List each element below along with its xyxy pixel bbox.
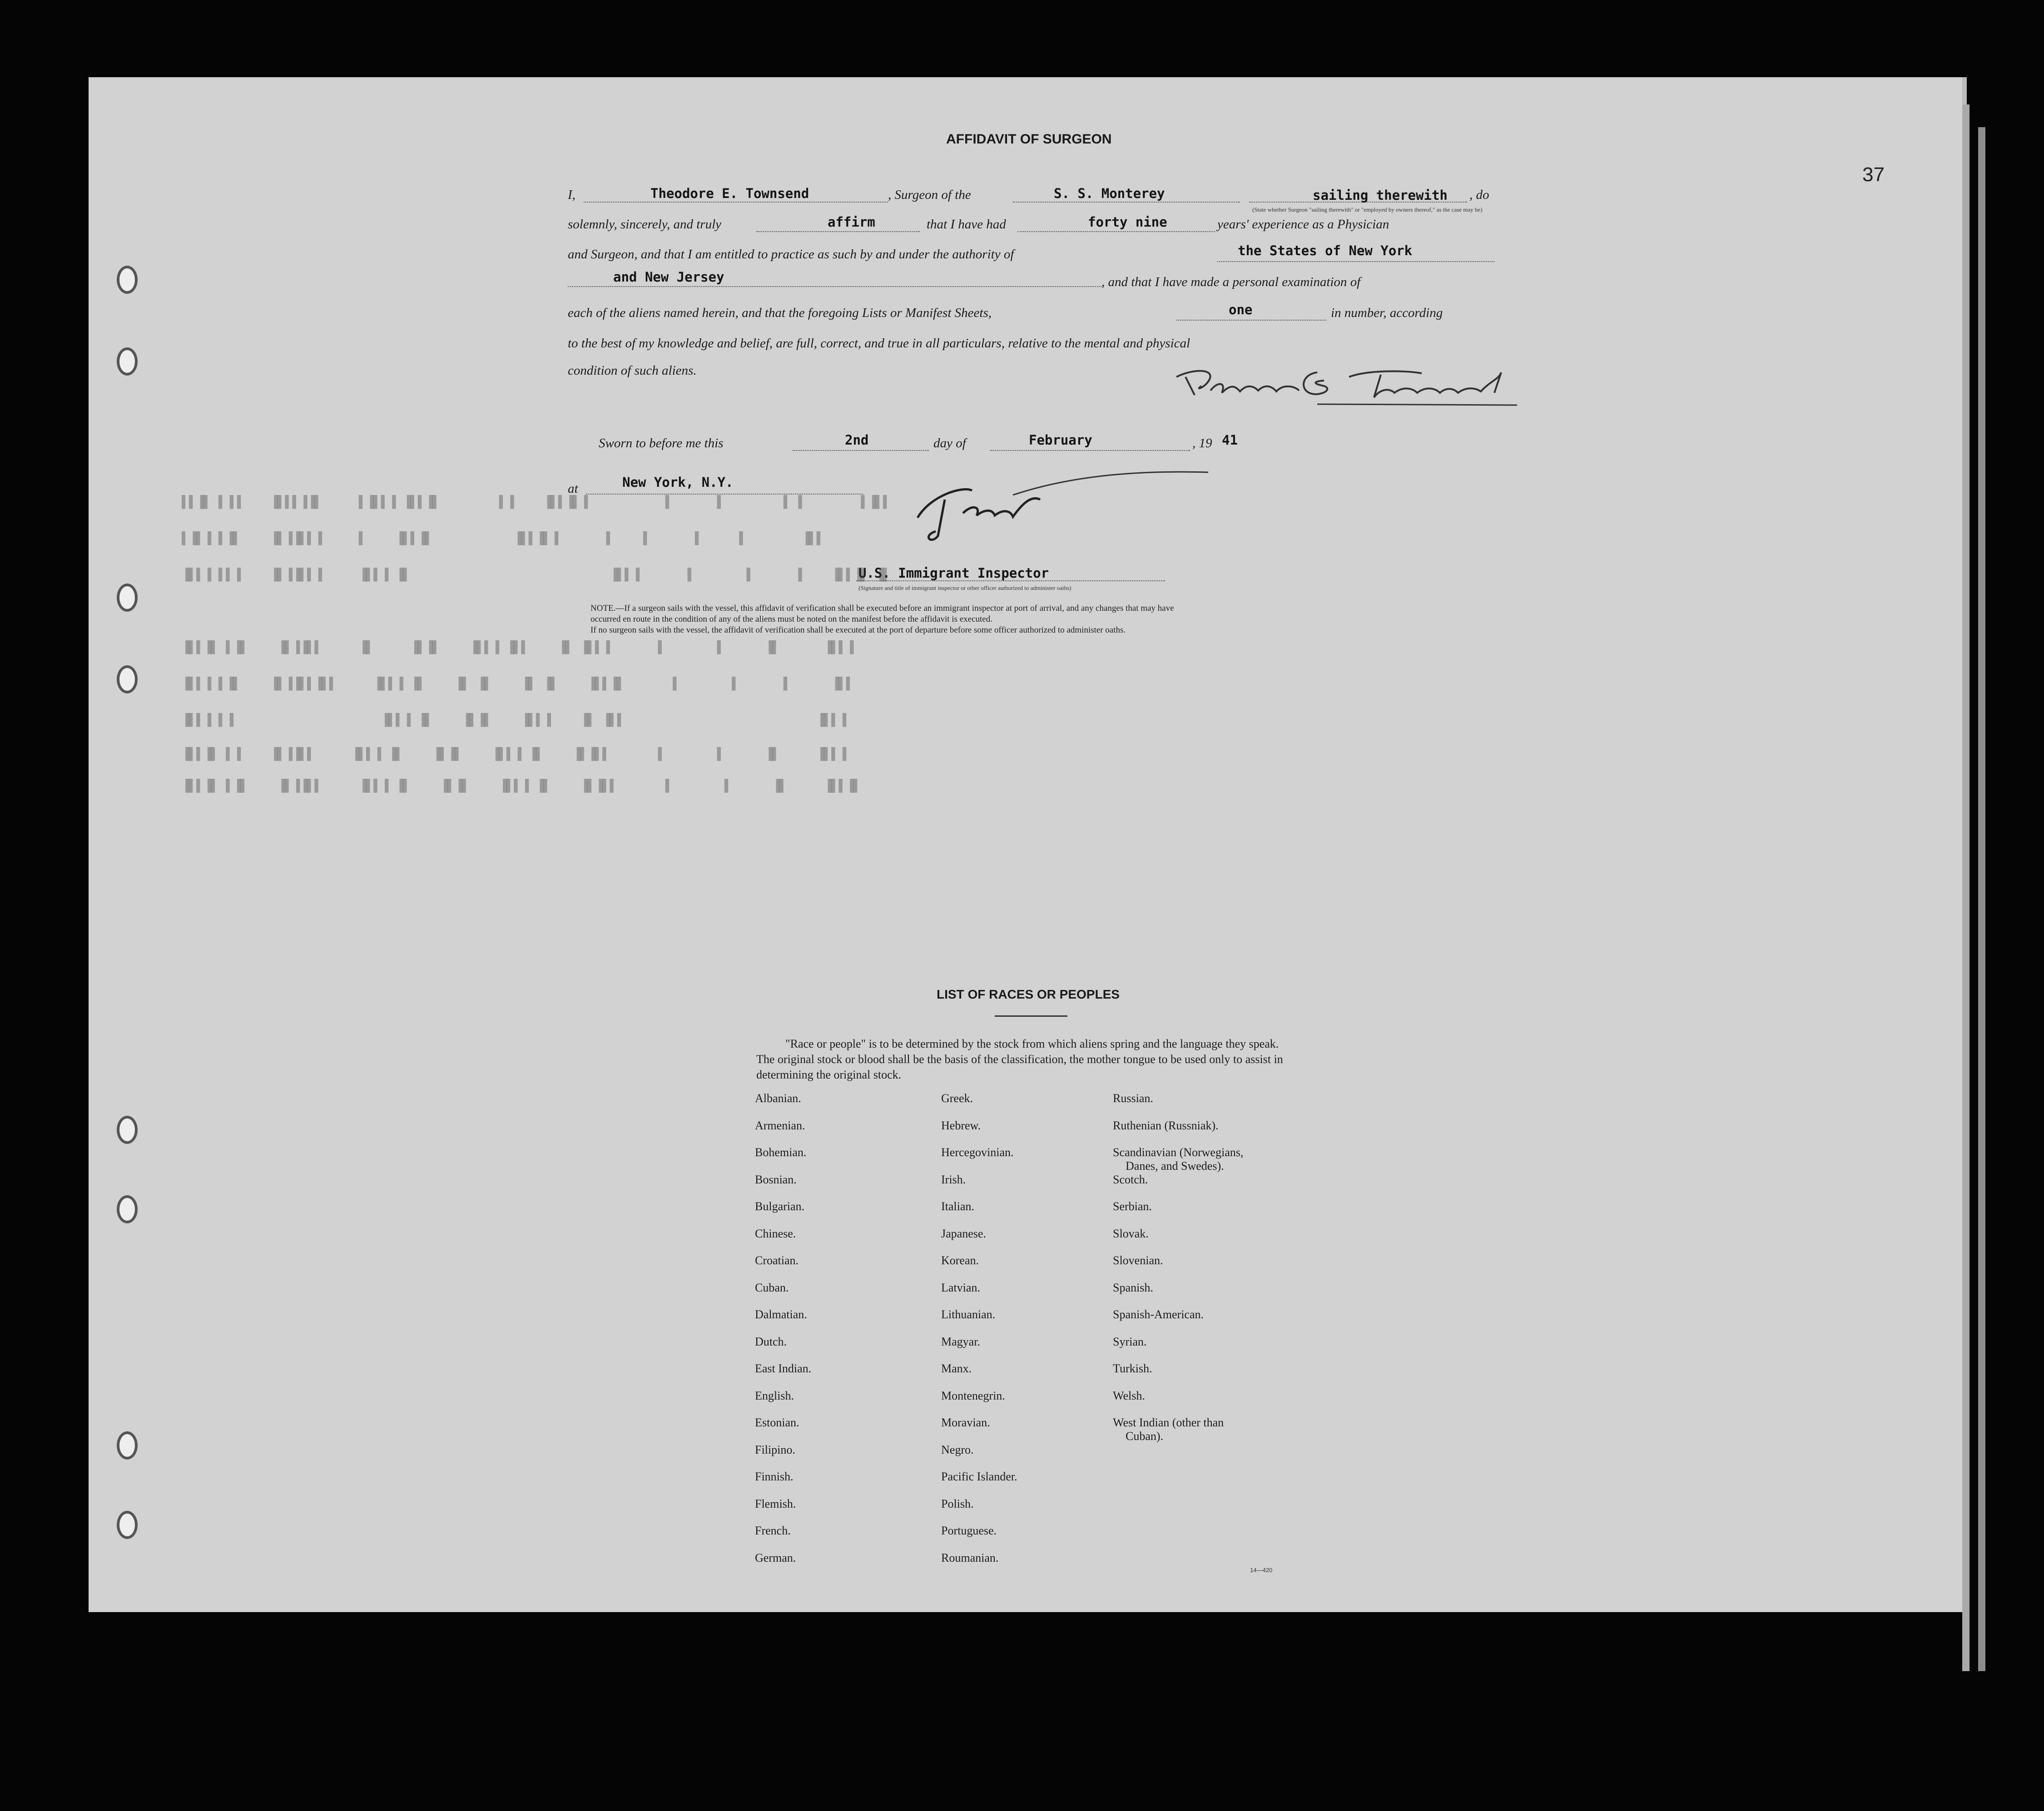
page-edge bbox=[1962, 104, 1970, 1671]
inspector-note: (Signature and title of immigrant inspector or other officer authorized to administer oaths) bbox=[858, 584, 1072, 591]
affidavit-line2-prefix: solemnly, sincerely, and truly bbox=[568, 217, 722, 232]
note-line-3: If no surgeon sails with the vessel, the affidavit of verification shall be executed at the port of departure before some officer authorized to administer oaths. bbox=[590, 625, 1126, 635]
race-item: Magyar. bbox=[941, 1335, 980, 1348]
note-line-1: NOTE.—If a surgeon sails with the vessel, this affidavit of verification shall be executed before an immigrant inspector at port of arrival, and any changes that may have bbox=[590, 604, 1174, 613]
affidavit-title: AFFIDAVIT OF SURGEON bbox=[946, 132, 1112, 147]
binder-hole bbox=[117, 1431, 138, 1460]
binder-hole bbox=[117, 665, 138, 693]
oath-type: affirm bbox=[828, 214, 875, 230]
inspector-title: U.S. Immigrant Inspector bbox=[858, 565, 1049, 581]
race-item: Lithuanian. bbox=[941, 1308, 996, 1321]
affidavit-line1-suffix: , do bbox=[1469, 188, 1489, 202]
race-item: Filipino. bbox=[755, 1443, 795, 1456]
race-item: Ruthenian (Russniak). bbox=[1113, 1118, 1219, 1132]
race-item: Korean. bbox=[941, 1254, 979, 1267]
years-experience: forty nine bbox=[1088, 214, 1167, 230]
race-item: Danes, and Swedes). bbox=[1126, 1159, 1224, 1173]
vessel-underline bbox=[1013, 202, 1240, 203]
affidavit-line6: to the best of my knowledge and belief, are full, correct, and true in all particulars, relative to the mental and physical bbox=[568, 336, 1191, 351]
race-item: Manx. bbox=[941, 1362, 972, 1375]
status-note: (State whether Surgeon "sailing therewith" or "employed by owners thereof," as the case may be) bbox=[1252, 206, 1483, 213]
binder-hole bbox=[117, 584, 138, 612]
race-item: Turkish. bbox=[1113, 1362, 1152, 1375]
race-item: Syrian. bbox=[1113, 1335, 1147, 1348]
race-item: Portuguese. bbox=[941, 1524, 997, 1537]
race-item: Chinese. bbox=[755, 1227, 796, 1240]
race-item: Flemish. bbox=[755, 1497, 796, 1510]
affidavit-line7: condition of such aliens. bbox=[568, 363, 697, 378]
form-number: 14—420 bbox=[1250, 1567, 1273, 1573]
race-item: Bohemian. bbox=[755, 1146, 807, 1159]
authority-underline bbox=[1217, 261, 1494, 262]
race-item: Spanish. bbox=[1113, 1281, 1153, 1294]
practice-authority-cont: and New Jersey bbox=[613, 269, 724, 285]
race-item: Albanian. bbox=[755, 1092, 801, 1105]
race-item: Scotch. bbox=[1113, 1173, 1148, 1186]
race-item: Russian. bbox=[1113, 1092, 1153, 1105]
race-item: Welsh. bbox=[1113, 1389, 1145, 1402]
sworn-middle: day of bbox=[933, 436, 966, 450]
month-underline bbox=[990, 450, 1190, 451]
surgeon-signature bbox=[1167, 363, 1522, 409]
race-item: French. bbox=[755, 1524, 791, 1537]
surgeon-name: Theodore E. Townsend bbox=[650, 186, 809, 201]
binder-hole bbox=[117, 266, 138, 294]
bleed-through-row: ▐▌▌▐▌ ▌▐ ▐▌▐▐▌▌ ▐▌▌▐ ▐▌ ▐▌▐▌ ▐▌▌▐ ▐▌ ▐▌▐▌▌ ▐ ▐ ▐▌ ▐▌▌▐ bbox=[182, 747, 846, 761]
practice-authority: the States of New York bbox=[1238, 243, 1413, 258]
race-item: Cuban). bbox=[1126, 1430, 1164, 1443]
years-underline bbox=[1017, 231, 1215, 232]
race-item: Cuban. bbox=[755, 1281, 789, 1294]
vessel-name: S. S. Monterey bbox=[1054, 186, 1165, 201]
race-item: Montenegrin. bbox=[941, 1389, 1005, 1402]
surgeon-status: sailing therewith bbox=[1313, 188, 1448, 203]
races-title-rule bbox=[995, 1015, 1067, 1017]
affidavit-line5-suffix: in number, according bbox=[1331, 306, 1443, 320]
bleed-through-row: ▌▐▌▐ ▌▐▌ ▐▌▐▐▌▌▐ ▌ ▐▌▌▐▌ ▐▌▌▐▌▐ ▐ ▐ ▐ ▐ ▐▌▌ bbox=[182, 531, 824, 545]
sheets-underline bbox=[1176, 320, 1326, 321]
race-item: Hebrew. bbox=[941, 1118, 981, 1132]
race-item: Slovenian. bbox=[1113, 1254, 1163, 1267]
race-item: Armenian. bbox=[755, 1118, 805, 1132]
race-item: Roumanian. bbox=[941, 1551, 999, 1564]
race-item: Dalmatian. bbox=[755, 1308, 807, 1321]
races-column-1 bbox=[755, 1092, 811, 1578]
race-item: Croatian. bbox=[755, 1254, 799, 1267]
race-item: Spanish-American. bbox=[1113, 1308, 1204, 1321]
race-item: Finnish. bbox=[755, 1470, 794, 1483]
sworn-prefix: Sworn to before me this bbox=[599, 436, 724, 450]
binder-hole bbox=[117, 1511, 138, 1539]
at-prefix: at bbox=[568, 481, 578, 496]
races-column-2 bbox=[941, 1092, 1017, 1578]
bleed-through-row: ▐▌▌▐ ▌▐▌ ▐▌▐▐▌▌▐▌▌ ▐▌▌▐ ▐▌ ▐▌ ▐▌ ▐▌ ▐▌ ▐▌▌▐▌ ▐ ▐ ▐ ▐▌▌ bbox=[182, 677, 854, 691]
binder-hole bbox=[117, 1116, 138, 1144]
oath-underline bbox=[756, 231, 920, 232]
race-item: Greek. bbox=[941, 1092, 973, 1105]
sworn-year-prefix: , 19 bbox=[1192, 436, 1212, 450]
page-number: 37 bbox=[1862, 163, 1885, 186]
race-item: West Indian (other than bbox=[1113, 1416, 1224, 1429]
race-item: Estonian. bbox=[755, 1416, 799, 1429]
race-item: Pacific Islander. bbox=[941, 1470, 1017, 1483]
race-item: English. bbox=[755, 1389, 794, 1402]
race-item: Hercegovinian. bbox=[941, 1146, 1014, 1159]
affidavit-line2-middle: that I have had bbox=[927, 217, 1006, 232]
races-intro: "Race or people" is to be determined by the stock from which aliens spring and the language they speak. The original stock or blood shall be the basis of the classification, the mother tongue to be used only to assist in determining the original stock. bbox=[756, 1037, 1283, 1081]
binder-hole bbox=[117, 347, 138, 376]
note-line-2: occurred en route in the condition of any of the aliens must be noted on the manifest before the affidavit is executed. bbox=[590, 614, 992, 624]
bleed-through-row: ▌▌▐▌ ▌▐▐ ▐▌▌▌▐▐▌ ▌▐▌▌▐ ▐▌▌▐▌ ▌▐ ▐▌▌▐▌▐ ▐ ▐ ▐ ▐ ▌▐▌▌ bbox=[182, 495, 891, 509]
document-page bbox=[89, 77, 1967, 1612]
race-item: Polish. bbox=[941, 1497, 974, 1510]
manifest-sheets: one bbox=[1229, 302, 1253, 317]
races-column-3 bbox=[1113, 1092, 1243, 1443]
race-item: Bulgarian. bbox=[755, 1200, 805, 1213]
race-item: Scandinavian (Norwegians, bbox=[1113, 1146, 1244, 1159]
page-edge bbox=[1978, 127, 1985, 1671]
race-item: Bosnian. bbox=[755, 1173, 797, 1186]
race-item: Moravian. bbox=[941, 1416, 990, 1429]
races-title: LIST OF RACES OR PEOPLES bbox=[937, 987, 1120, 1001]
affidavit-line1-prefix: I, bbox=[568, 188, 575, 202]
race-item: Negro. bbox=[941, 1443, 974, 1456]
race-item: Italian. bbox=[941, 1200, 974, 1213]
race-item: Slovak. bbox=[1113, 1227, 1149, 1240]
sworn-month: February bbox=[1029, 432, 1092, 448]
authority-cont-underline bbox=[568, 286, 1101, 287]
sworn-place: New York, N.Y. bbox=[622, 475, 734, 490]
race-item: East Indian. bbox=[755, 1362, 812, 1375]
surgeon-name-underline bbox=[584, 202, 888, 203]
day-underline bbox=[793, 450, 929, 451]
bleed-through-row: ▐▌▌▐ ▌▐ ▐▌▌▐ ▐▌ ▐▌▐▌ ▐▌▌▐ ▐▌ ▐▌▌ ▐▌▌▐ bbox=[182, 713, 846, 727]
race-item: Latvian. bbox=[941, 1281, 980, 1294]
race-item: Dutch. bbox=[755, 1335, 787, 1348]
race-item: Serbian. bbox=[1113, 1200, 1152, 1213]
bleed-through-row: ▐▌▌▐ ▌▌▐ ▐▌▐▐▌▌▐ ▐▌▌▐ ▐▌ ▐▌▌▐ ▐ ▐ ▐ ▐▌▌▐▌ ▐▌ bbox=[182, 568, 891, 582]
affidavit-line1-middle: , Surgeon of the bbox=[888, 188, 971, 202]
sworn-day: 2nd bbox=[845, 432, 869, 448]
sworn-year: 41 bbox=[1222, 432, 1238, 448]
affidavit-line5-prefix: each of the aliens named herein, and that the foregoing Lists or Manifest Sheets, bbox=[568, 306, 992, 320]
binder-hole bbox=[117, 1195, 138, 1223]
affidavit-line3-text: and Surgeon, and that I am entitled to practice as such by and under the authority of bbox=[568, 247, 1014, 262]
affidavit-line2-suffix: years' experience as a Physician bbox=[1217, 217, 1389, 232]
place-underline bbox=[586, 494, 863, 495]
race-item: German. bbox=[755, 1551, 796, 1564]
bleed-through-row: ▐▌▌▐▌ ▌▐▌ ▐▌▐▐▌▌ ▐▌▌▐ ▐▌ ▐▌▐▌ ▐▌▌▐ ▐▌ ▐▌▐▌▌ ▐ ▐ ▐▌ ▐▌▌▐▌ bbox=[182, 779, 861, 793]
bleed-through-row: ▐▌▌▐▌ ▌▐▌ ▐▌▐▐▌▌ ▐▌ ▐▌▐▌ ▐▌▌▐ ▐▌▌ ▐▌ ▐▌▌▐ ▐ ▐ ▐▌ ▐▌▌▐ bbox=[182, 640, 854, 654]
affidavit-line4-text: , and that I have made a personal examination of bbox=[1101, 275, 1361, 289]
race-item: Japanese. bbox=[941, 1227, 986, 1240]
race-item: Irish. bbox=[941, 1173, 966, 1186]
